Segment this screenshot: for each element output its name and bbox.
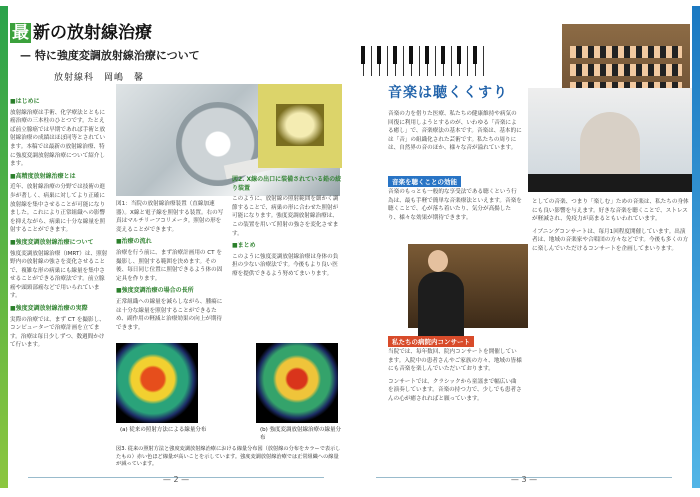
section-text: 正常組織への線量を減らしながら、腫瘍には十分な線量を照射することができるため、副作用の軽減と治療効果の向上が期待できます。 [116,298,223,331]
section-text: 近年、放射線治療の分野では技術の進歩が著しく、病巣に対してより正確に放射線を集中させることが可能になりました。これにより正常組織への影響を抑えながら、病巣に十分な線量を照射することができます。 [10,184,106,234]
section-text: 治療を行う前に、まず治療計画用の CT を撮影し、照射する範囲を決めます。その後、毎日同じ位置に照射できるよう体の固定具を作ります。 [116,249,223,282]
title-highlight: 最 [12,23,29,43]
section-heading: ■はじめに [10,98,40,105]
left-page [8,6,344,488]
left-column-1 [10,94,108,350]
music-article-title: 音楽は聴くくすり [388,85,508,101]
pianist-figure [580,112,640,182]
left-column-3 [232,172,342,279]
article-subtitle: — 特に強度変調放射線治療について [20,49,200,62]
caption-a: (a) 従来の照射方法による線量分布 [120,427,207,433]
section-text: 実際の治療では、まず CT を撮影し、コンピューターで治療計画を立てます。治療は毎日少しずつ、数週間かけて行います。 [10,316,105,349]
right-column-text-2: イブニングコンサートは、毎月1回程度開催しています。出演者は、地域の音楽家や合唱団の方々などです。今後も多くの方に楽しんでいただけるコンサートを企画してまいります。 [532,228,689,252]
benefits-column [388,188,522,222]
section-heading: ■強度変調放射線治療について [10,238,94,246]
collimator-photo [258,84,342,168]
piano-keyboard [528,174,692,192]
pianist-photo [528,88,692,192]
page-number-right: — 3 — [510,475,538,484]
section-text: このように、放射線の照射範囲を細かく調節することで、病巣の形に合わせた照射が可能になります。強度変調放射線治療は、この装置を用いて照射の強さを変化させます。 [232,196,339,237]
performer-head [428,250,448,272]
collimator-opening [276,104,324,146]
concert-column [388,348,522,404]
intro-text: 音楽の力を借りた医療、私たちの健康維持や病気の回復に利用しようとするのが、いわゆる「音楽による癒し」で、音楽療法の基本です。音楽は、基本的には「音」の組織化された芸術です。私たちの周りには、自然界の音のほか、様々な音が溢れています。 [388,111,522,152]
benefits-text: 音楽のもっとも一般的な享受法である聴くという行為は、最も手軽で簡単な音楽療法といえます。音楽を聴くことで、心が落ち着いたり、気分が高揚したり、様々な効果が期待できます。 [388,189,522,221]
right-page-edge [692,6,700,488]
title-text: 新の放射線治療 [33,23,152,43]
figure2-caption: 図2. X線の出口に装備されている鉛の絞り装置 [232,176,342,192]
page-number-left: — 2 — [162,475,190,484]
choir-row [570,46,682,58]
section-text: 強度変調放射線治療（IMRT）は、照射野内の放射線の強さを変化させることで、複雑な形の病巣にも線量を集中させることができる治療法です。前立腺癌や頭頸部癌などで用いられています。 [10,250,108,300]
section-text: このように強度変調放射線治療は身体の負担の少ない治療法です。今後もより良い医療を提供できるよう努めてまいります。 [232,253,339,277]
right-page [356,6,692,488]
concert-text: 当院では、毎年数回、院内コンサートを開催しています。入院中の患者さんやご家族の方々、地域の皆様にも音楽を楽しんでいただいております。 [388,349,522,373]
intro-column [388,110,522,153]
figure1-caption: 図1：当院の放射線治療装置（直線加速器）。X線と電子線を照射する装置。右の写真はマルチリーフコリメータ。照射の形を変えることができます。 [116,201,224,233]
section-tag-benefits: 音楽を聴くことの効能 [388,176,461,187]
performer-body [418,272,464,342]
section-heading: ■強度変調放射線治療の実際 [10,305,88,313]
left-column-2 [116,200,224,332]
section-tag-concert: 私たちの病院内コンサート [388,336,474,347]
concert-text-2: コンサートでは、クラシックから童謡まで幅広い曲を演奏しています。音楽の持つ力で、少しでも患者さんの心が癒されればと願っています。 [388,378,522,402]
left-page-edge [0,6,8,488]
right-column [532,198,690,254]
right-column-text: としての音楽、つまり「楽しむ」ための音楽は、私たちの身体にも良い影響を与えます。好きな音楽を聴くことで、ストレスが軽減され、免疫力が高まるともいわれています。 [532,199,689,223]
concert-photo [408,244,528,328]
section-text: 放射線治療は手術、化学療法とともに癌治療の三本柱のひとつです。たとえば前立腺癌では早期であれば手術と放射線治療の成績はほぼ同等とされています。本稿では最新の放射線治療、特に強度変調放射線治療について紹介します。 [10,109,106,168]
article-title [10,18,200,63]
author-byline: 放射線科 岡嶋 馨 [54,73,145,83]
section-heading: ■治療の流れ [116,238,152,246]
choir-row [570,64,682,76]
section-heading: ■まとめ [232,242,256,250]
figure3-caption: 図3. 従来の照射方法と強度変調放射線治療における線量分布図（放射線の分布をカラーで表示したもの）赤い色ほど線量が高いことを示しています。強度変調放射線治療では正常組織への線量が減っています。 [116,446,341,468]
piano-black-keys [356,46,486,64]
section-heading: ■強度変調治療の場合の長所 [116,287,194,295]
caption-b: (b) 強度変調放射線治療の線量分布 [260,427,342,441]
dose-map-conventional [116,343,198,423]
dose-map-imrt [256,343,338,423]
section-heading: ■高精度放射線治療とは [10,172,76,180]
